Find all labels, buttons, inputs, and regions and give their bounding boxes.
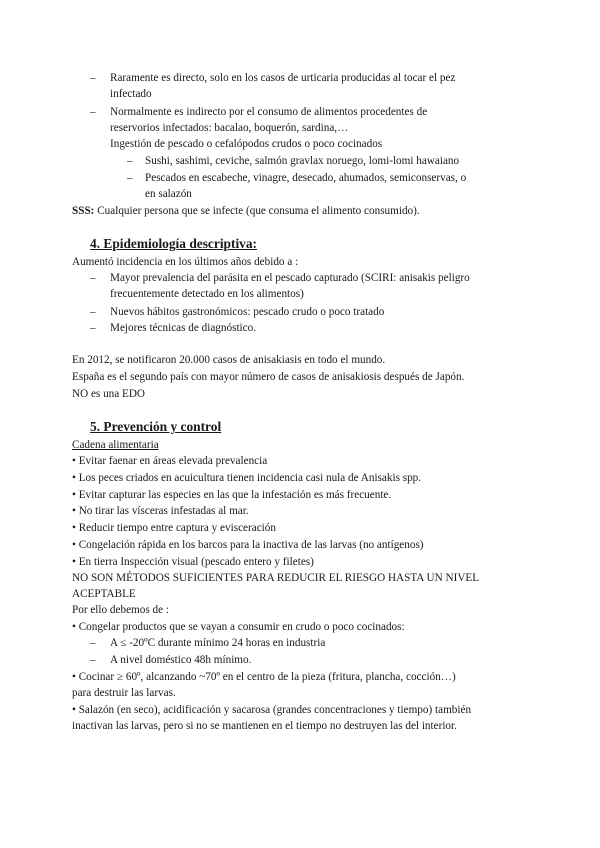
list-item: – Normalmente es indirecto por el consumo de alimentos procedentes de reservorios infectados: bacalao, boquerón, sardina,… Ingestión de pescado o cefalópodos crudos o poco cocinados [110,104,427,152]
sss-line: SSS: Cualquier persona que se infecte (que consuma el alimento consumido). [72,205,420,217]
bullet-item: • Evitar faenar en áreas elevada prevalencia [72,455,268,467]
paragraph: Aumentó incidencia en los últimos años debido a : [72,256,299,268]
sub-list-item: – Pescados en escabeche, vinagre, desecado, ahumados, semiconservas, o en salazón [145,170,466,202]
paragraph: En 2012, se notificaron 20.000 casos de anisakiasis en todo el mundo. [72,354,386,366]
caps-line: ACEPTABLE [72,588,136,600]
caps-line: NO SON MÉTODOS SUFICIENTES PARA REDUCIR EL RIESGO HASTA UN NIVEL [72,572,480,584]
paragraph: NO es una EDO [72,388,146,400]
bullet-item: • Evitar capturar las especies en las que la infestación es más frecuente. [72,489,392,501]
subheading: Cadena alimentaria [72,439,159,451]
sub-list-item: – Sushi, sashimi, ceviche, salmón gravlax noruego, lomi-lomi hawaiano [145,153,459,169]
sss-label: SSS: [72,205,95,217]
list-item: – Nuevos hábitos gastronómicos: pescado crudo o poco tratado [110,304,384,320]
bullet-item: • Cocinar ≥ 60º, alcanzando ~70º en el centro de la pieza (fritura, plancha, cocción…) para destruir las larvas. [72,671,456,699]
paragraph: Por ello debemos de : [72,604,169,616]
bullet-item: • Los peces criados en acuicultura tienen incidencia casi nula de Anisakis spp. [72,472,422,484]
section-heading: 5. Prevención y control [90,419,222,434]
bullet-item: • En tierra Inspección visual (pescado entero y filetes) [72,556,314,568]
bullet-item: • Congelar productos que se vayan a consumir en crudo o poco cocinados: [72,621,405,633]
list-item: – A nivel doméstico 48h mínimo. [110,652,251,668]
bullet-item: • Reducir tiempo entre captura y evisceración [72,522,276,534]
list-item: – Mejores técnicas de diagnóstico. [110,320,256,336]
bullet-item: • Salazón (en seco), acidificación y sacarosa (grandes concentraciones y tiempo) también inactivan las larvas, pero si no se mantienen en el tiempo no destruyen las del interior. [72,704,472,732]
list-item: – A ≤ -20ºC durante mínimo 24 horas en industria [110,635,325,651]
paragraph: España es el segundo país con mayor número de casos de anisakiosis después de Japón. [72,371,465,383]
list-item: – Raramente es directo, solo en los casos de urticaria producidas al tocar el pez infectado [110,70,455,102]
bullet-item: • Congelación rápida en los barcos para la inactiva de las larvas (no antígenos) [72,539,424,551]
list-item: – Mayor prevalencia del parásita en el pescado capturado (SCIRI: anisakis peligro frecuentemente detectado en los alimentos) [110,270,470,302]
section-heading: 4. Epidemiología descriptiva: [90,236,258,251]
bullet-item: • No tirar las vísceras infestadas al mar. [72,505,249,517]
